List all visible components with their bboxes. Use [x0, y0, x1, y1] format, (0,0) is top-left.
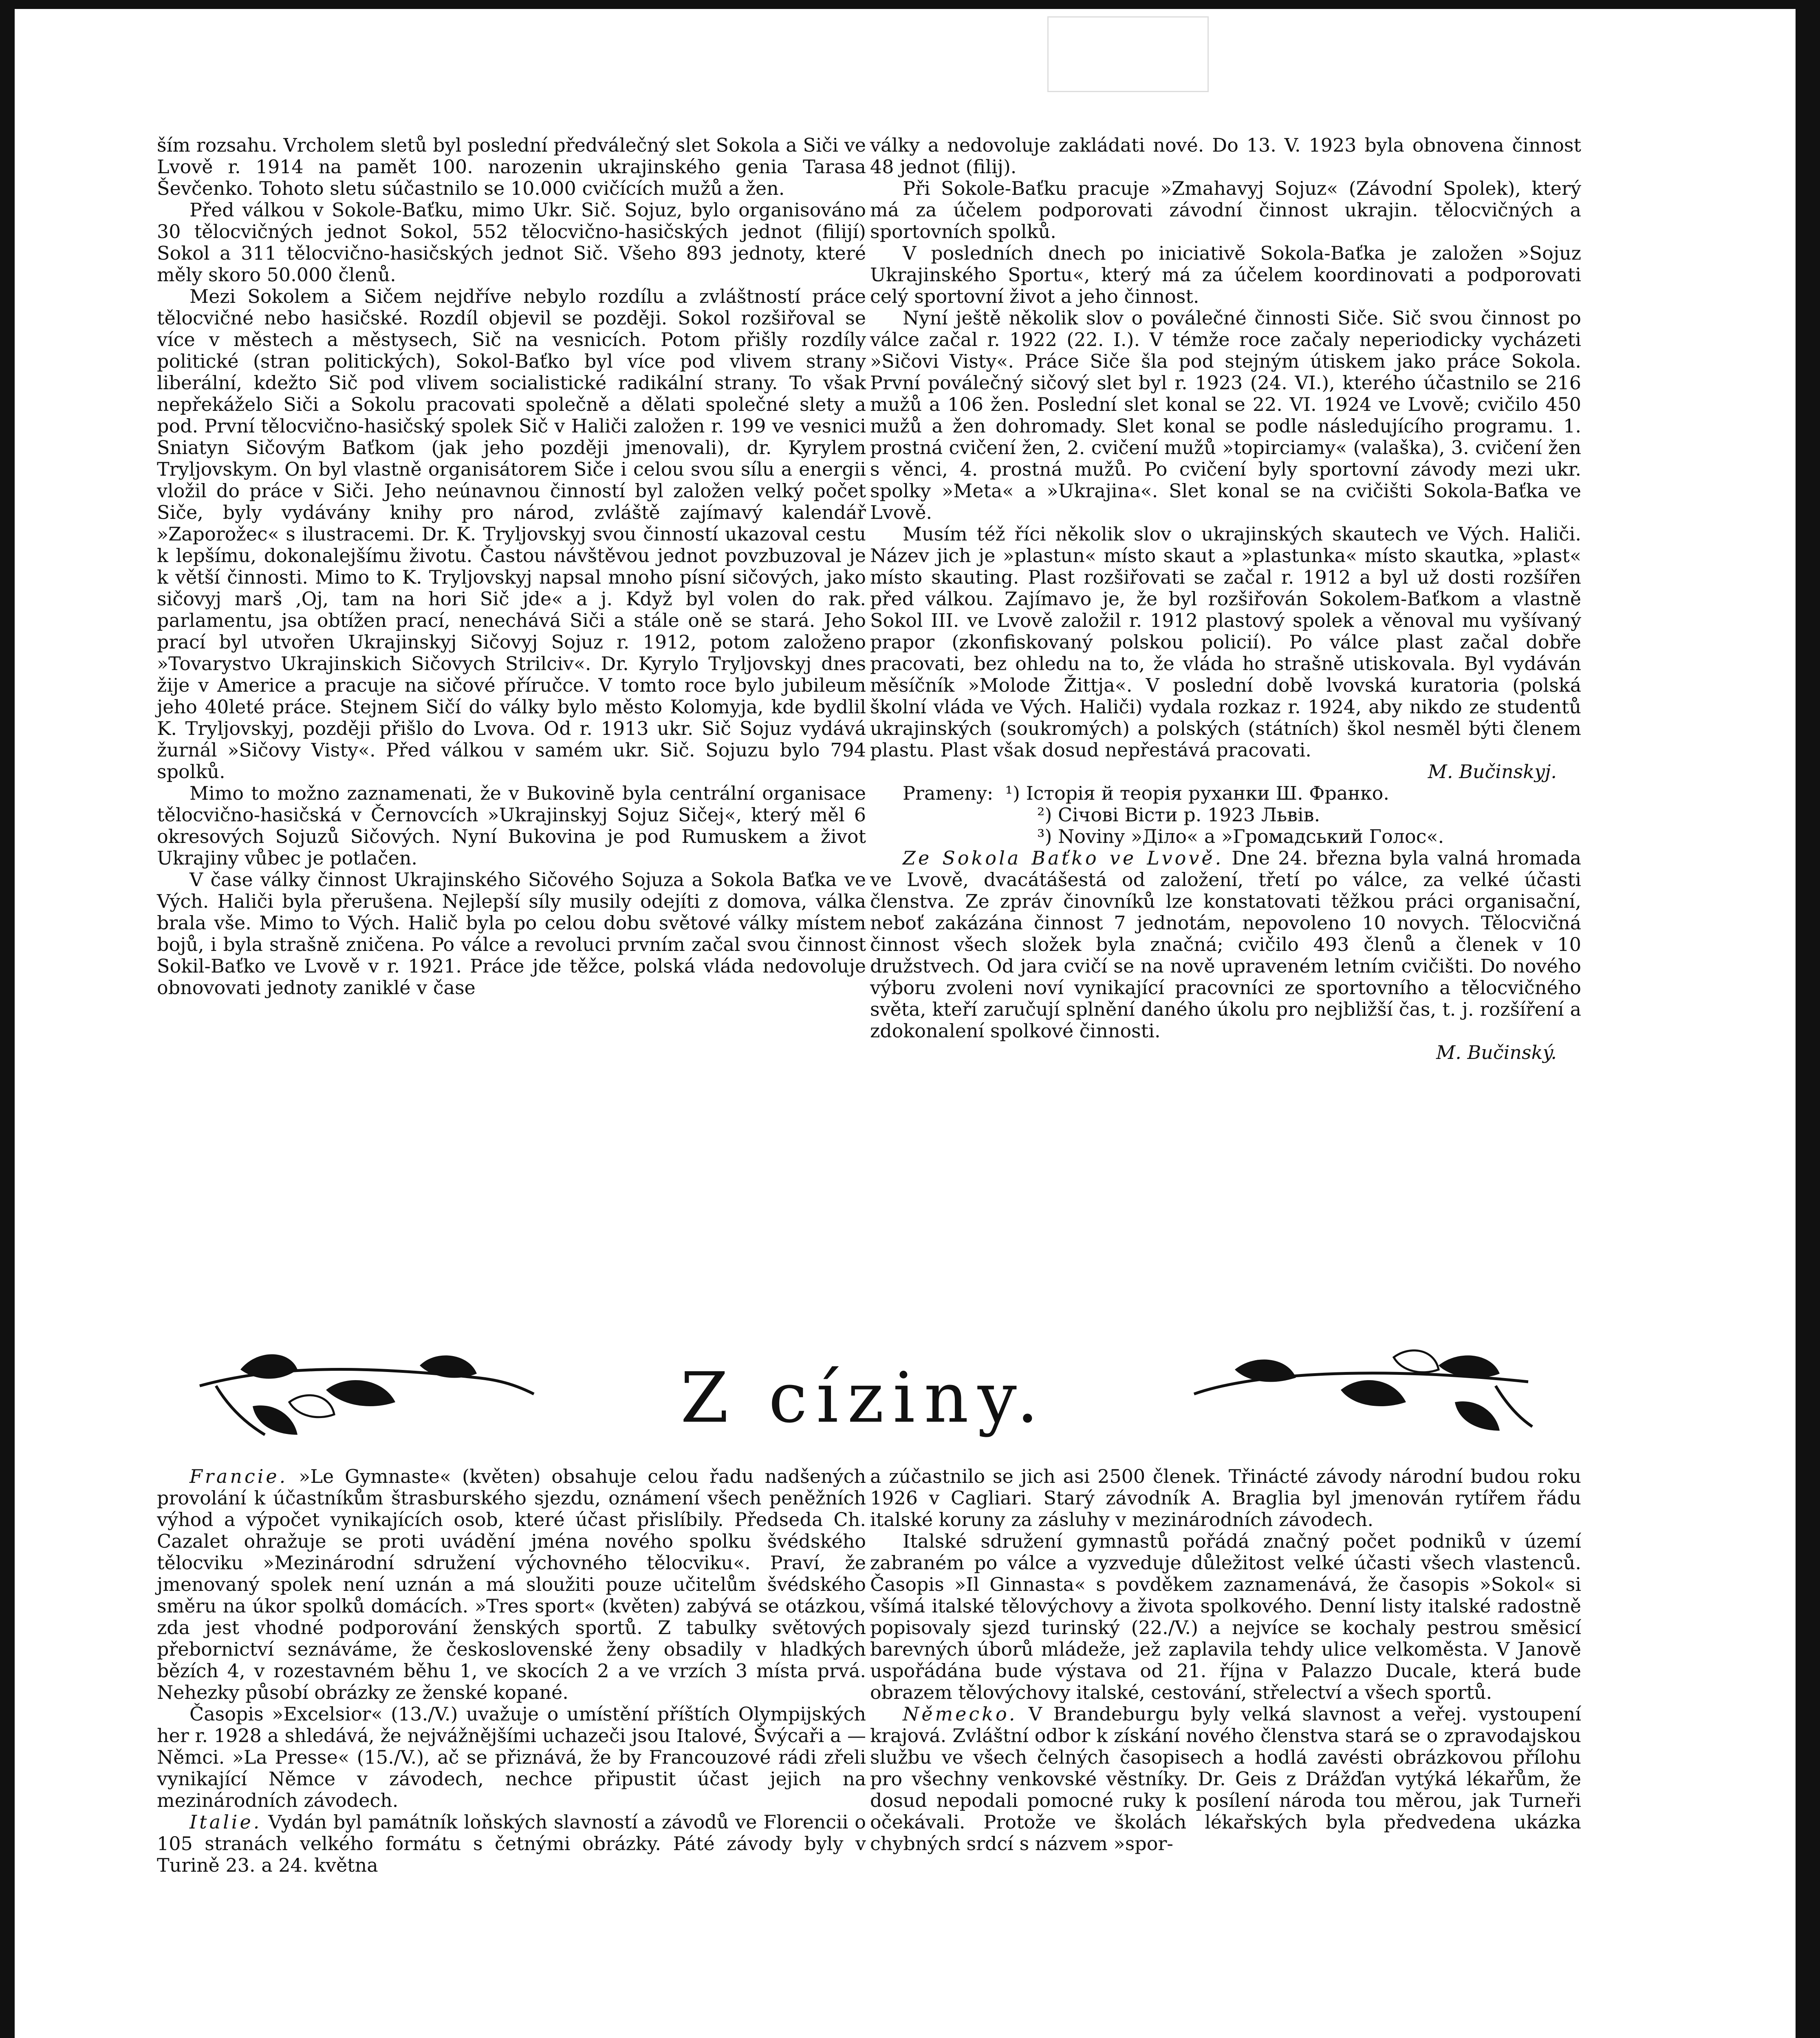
- paragraph: a zúčastnilo se jich asi 2500 členek. Třinácté závody národní budou roku 1926 v Cagliari. Starý závodník A. Braglia byl jmenován rytířem řádu italské koruny za zásluhy v mezinárodních závodech.: [870, 1465, 1581, 1531]
- country-heading: Německo.: [903, 1703, 1018, 1725]
- paragraph-text: »Le Gymnaste« (květen) obsahuje celou řadu nadšených provolání k účastníkům štrasburského sjezdu, oznámení všech peněžních výhod a výpočet vynikajících osob, které účast přislíbily. Předseda Ch. Cazalet ohražuje se proti uvádění jména nového spolku švédského tělocviku »Mezinárodní sdružení výchovného tělocviku«. Praví, že jmenovaný spolek není uznán a má sloužiti pouze učitelům švédského směru na úkor spolků domácích. »Tres sport« (květen) zabývá se otázkou, zda jest vhodné podporování ženských sportů. Z tabulky světových přebornictví seznáváme, že československé ženy obsadily v hladkých bězích 4, v rozestavném běhu 1, ve skocích 2 a ve vrzích 3 místa prvá. Nehezky působí obrázky ze ženské kopané.: [157, 1465, 866, 1703]
- column-top-right: [870, 135, 1581, 1063]
- column-bottom-left: [157, 1466, 866, 1876]
- author-signature: M. Bučinskyj.: [1428, 761, 1557, 783]
- country-heading: Italie.: [189, 1811, 262, 1833]
- scan-edge-top: [0, 0, 1820, 9]
- country-heading: Francie.: [189, 1465, 288, 1487]
- faint-stamp-box: [1047, 16, 1209, 92]
- paragraph: Italské sdružení gymnastů pořádá značný počet podniků v území zabraném po válce a vyzveduje důležitost velké účasti všech vlastenců. Časopis »Il Ginnasta« s povděkem zaznamenává, že časopis »Sokol« si všímá italské tělovýchovy a života spolkového. Denní listy italské radostně popisovaly sjezd turinský (22./V.) a nejvíce se kochaly pestrou směsicí barevných úborů mládeže, jež zaplavila tehdy ulice velkoměsta. V Janově uspořádána bude výstava od 21. října v Palazzo Ducale, která bude obrazem tělovýchovy italské, cestování, střelectví a všech sportů.: [870, 1530, 1581, 1703]
- paragraph: Nyní ještě několik slov o poválečné činnosti Siče. Sič svou činnost po válce začal r. 1922 (22. I.). V témže roce začaly neperiodicky vycházeti »Sičovi Visty«. Práce Siče šla pod stejným útiskem jako práce Sokola. První poválečný sičový slet byl r. 1923 (24. VI.), kterého účastnilo se 216 mužů a 106 žen. Poslední slet konal se 22. VI. 1924 ve Lvově; cvičilo 450 mužů a žen dohromady. Slet konal se podle následujícího programu. 1. prostná cvičení žen, 2. cvičení mužů »topirciamy« (valaška), 3. cvičení žen s věnci, 4. prostná mužů. Po cvičení byly sportovní závody mezi ukr. spolky »Meta« a »Ukrajina«. Slet konal se na cvičišti Sokola-Baťka ve Lvově.: [870, 307, 1581, 523]
- paragraph-text: V Brandeburgu byly velká slavnost a veřej. vystoupení krajová. Zvláštní odbor k získání nového členstva stará se o zpravodajskou službu ve všech čelných časopisech a hodlá zavésti obrázkovou přílohu pro všechny venkovské věstníky. Dr. Geis z Drážďan vytýká lékařům, že dosud nepodali pomocné ruky k posílení národa tou měrou, jak Turneři očekávali. Protože ve školách lékařských byla předvedena ukázka chybných srdcí s názvem »spor-: [870, 1703, 1582, 1855]
- paragraph: Mezi Sokolem a Sičem nejdříve nebylo rozdílu a zvláštností práce tělocvičné nebo hasičské. Rozdíl objevil se později. Sokol rozšiřoval se více v městech a městysech, Sič na vesnicích. Potom přišly rozdíly politické (stran politických), Sokol-Baťko byl více pod vlivem strany liberální, kdežto Sič pod vlivem socialistické radikální strany. To však nepřekáželo Siči a Sokolu pracovati společně a dělati společné slety a pod. První tělocvično-hasičský spolek Sič v Haliči založen r. 199 ve vesnici Sniatyn Sičovým Baťkom (jak jeho později jmenovali), dr. Kyrylem Tryljovskym. On byl vlastně organisátorem Siče i celou svou sílu a energii vložil do práce v Siči. Jeho neúnavnou činností byl založen velký počet Siče, byly vydávány knihy pro národ, zvláště zajímavý kalendář »Zaporožec« s ilustracemi. Dr. K. Tryljovskyj svou činností ukazoval cestu k lepšímu, dokonalejšímu životu. Častou návštěvou jednot povzbuzoval je k větší činnosti. Mimo to K. Tryljovskyj napsal mnoho písní sičových, jako sičovyj marš ‚Oj, tam na hori Sič jde« a j. Když byl volen do rak. parlamentu, jsa obtížen prací, nenechává Siči a stále oně se stará. Jeho prací byl utvořen Ukrajinskyj Sičovyj Sojuz r. 1912, potom založeno »Tovarystvo Ukrajinskich Sičovych Strilciv«. Dr. Kyrylo Tryljovskyj dnes žije v Americe a pracuje na sičové příručce. V tomto roce bylo jubileum jeho 40leté práce. Stejnem Sičí do války bylo město Kolomyja, kde bydlil K. Tryljovskyj, později přišlo do Lvova. Od r. 1913 ukr. Sič Sojuz vydává žurnál »Sičovy Visty«. Před válkou v samém ukr. Sič. Sojuzu bylo 794 spolků.: [157, 285, 866, 783]
- paragraph: Před válkou v Sokole-Baťku, mimo Ukr. Sič. Sojuz, bylo organisováno 30 tělocvičných jednot Sokol, 552 tělocvično-hasičských jednot (filijí) Sokol a 311 tělocvično-hasičských jednot Sič. Všeho 893 jednoty, které měly skoro 50.000 členů.: [157, 199, 866, 286]
- paragraph: války a nedovoluje zakládati nové. Do 13. V. 1923 byla obnovena činnost 48 jednot (filij).: [870, 134, 1581, 178]
- news-text: Dne 24. března byla valná hromada ve Lvově, dvacátášestá od založení, třetí po válce, za velké účasti členstva. Ze zpráv činovníků lze konstatovati těžkou práci organisační, neboť zakázána činnost 7 jednotám, nepovoleno 10 novych. Tělocvičná činnost všech složek byla značná; cvičilo 493 členů a členek v 10 družstvech. Od jara cvičí se na nově upraveném letním cvičišti. Do nového výboru zvoleni noví vynikající pracovníci ze sportovního a tělocvičného světa, kteří zaručují splnění daného úkolu pro nejbližší čas, t. j. rozšíření a zdokonalení spolkové činnosti.: [870, 847, 1581, 1042]
- paragraph: Časopis »Excelsior« (13./V.) uvažuje o umístění příštích Olympijských her r. 1928 a shledává, že nejvážnějšími uchazeči jsou Italové, Švýcaři a — Němci. »La Presse« (15./V.), ač se přiznává, že by Francouzové rádi zřeli vynikající Němce v závodech, nechce připustit účast jejich na mezinárodních závodech.: [157, 1703, 866, 1811]
- section-title: Z cíziny.: [680, 1358, 1048, 1438]
- news-heading: Ze Sokola Baťko ve Lvově.: [903, 847, 1224, 869]
- paragraph-text: Vydán byl památník loňských slavností a závodů ve Florencii o 105 stranách velkého formátu s četnými obrázky. Páté závody byly v Turině 23. a 24. května: [157, 1811, 866, 1876]
- sources-label: Prameny:: [903, 782, 994, 804]
- news-paragraph: [870, 847, 1581, 1042]
- source-item: ¹) Історія й теорія руханки Ш. Франко.: [1005, 782, 1389, 804]
- paragraph: ším rozsahu. Vrcholem sletů byl poslední předválečný slet Sokola a Siči ve Lvově r. 1914 na pamět 100. narozenin ukrajinského genia Tarasa Ševčenko. Tohoto sletu súčastnilo se 10.000 cvičících mužů a žen.: [157, 134, 866, 199]
- source-item: ²) Січові Вісти р. 1923 Львів.: [1037, 804, 1320, 826]
- paragraph: Musím též říci několik slov o ukrajinských skautech ve Vých. Haliči. Název jich je »plastun« místo skaut a »plastunka« místo skautka, »plast« místo skauting. Plast rozšiřovati se začal r. 1912 a byl už dosti rozšířen před válkou. Zajímavo je, že byl rozšiřován Sokolem-Baťkom a vlastně Sokol III. ve Lvově založil r. 1912 plastový spolek a věnoval mu vyšívaný prapor (zkonfiskovaný polskou policií). Po válce plast začal dobře pracovati, bez ohledu na to, že vláda ho strašně utiskovala. Byl vydáván měsíčník »Molode Žittja«. V poslední době lvovská kuratoria (polská školní vláda ve Vých. Haliči) vydala rozkaz r. 1924, aby nikdo ze studentů ukrajinských (soukromých) a polských (státních) škol nesměl býti členem plastu. Plast však dosud nepřestává pracovati.: [870, 523, 1581, 761]
- paragraph: [870, 1703, 1581, 1855]
- paragraph: V posledních dnech po iniciativě Sokola-Baťka je založen »Sojuz Ukrajinského Sportu«, který má za účelem koordinovati a podporovati celý sportovní život a jeho činnost.: [870, 242, 1581, 307]
- source-item: ³) Noviny »Діло« a »Громадський Голос«.: [1037, 825, 1444, 847]
- paragraph: Mimo to možno zaznamenati, že v Bukovině byla centrální organisace tělocvično-hasičská v Černovcích »Ukrajinskyj Sojuz Sičej«, který měl 6 okresových Sojuzů Sičových. Nyní Bukovina je pod Rumuskem a život Ukrajiny vůbec je potlačen.: [157, 782, 866, 869]
- column-top-left: [157, 135, 866, 999]
- paragraph: V čase války činnost Ukrajinského Sičového Sojuza a Sokola Baťka ve Vých. Haliči byla přerušena. Nejlepší síly musily odejíti z domova, válka brala vše. Mimo to Vých. Halič byla po celou dobu světové války místem bojů, i byla strašně zničena. Po válce a revoluci prvním začal svou činnost Sokil-Baťko ve Lvově v r. 1921. Práce jde těžce, polská vláda nedovoluje obnovovati jednoty zaniklé v čase: [157, 869, 866, 999]
- author-signature: M. Bučinský.: [1436, 1041, 1557, 1063]
- paragraph: [157, 1466, 866, 1703]
- section-banner: [192, 1341, 1536, 1447]
- paragraph: Při Sokole-Baťku pracuje »Zmahavyj Sojuz« (Závodní Spolek), který má za účelem podporovati závodní činnost ukrajin. tělocvičných a sportovních spolků.: [870, 177, 1581, 243]
- sources-list: [903, 783, 1581, 847]
- scan-edge-left: [0, 0, 15, 2038]
- column-bottom-right: [870, 1466, 1581, 1855]
- scan-edge-right: [1796, 0, 1820, 2038]
- paragraph: [157, 1811, 866, 1876]
